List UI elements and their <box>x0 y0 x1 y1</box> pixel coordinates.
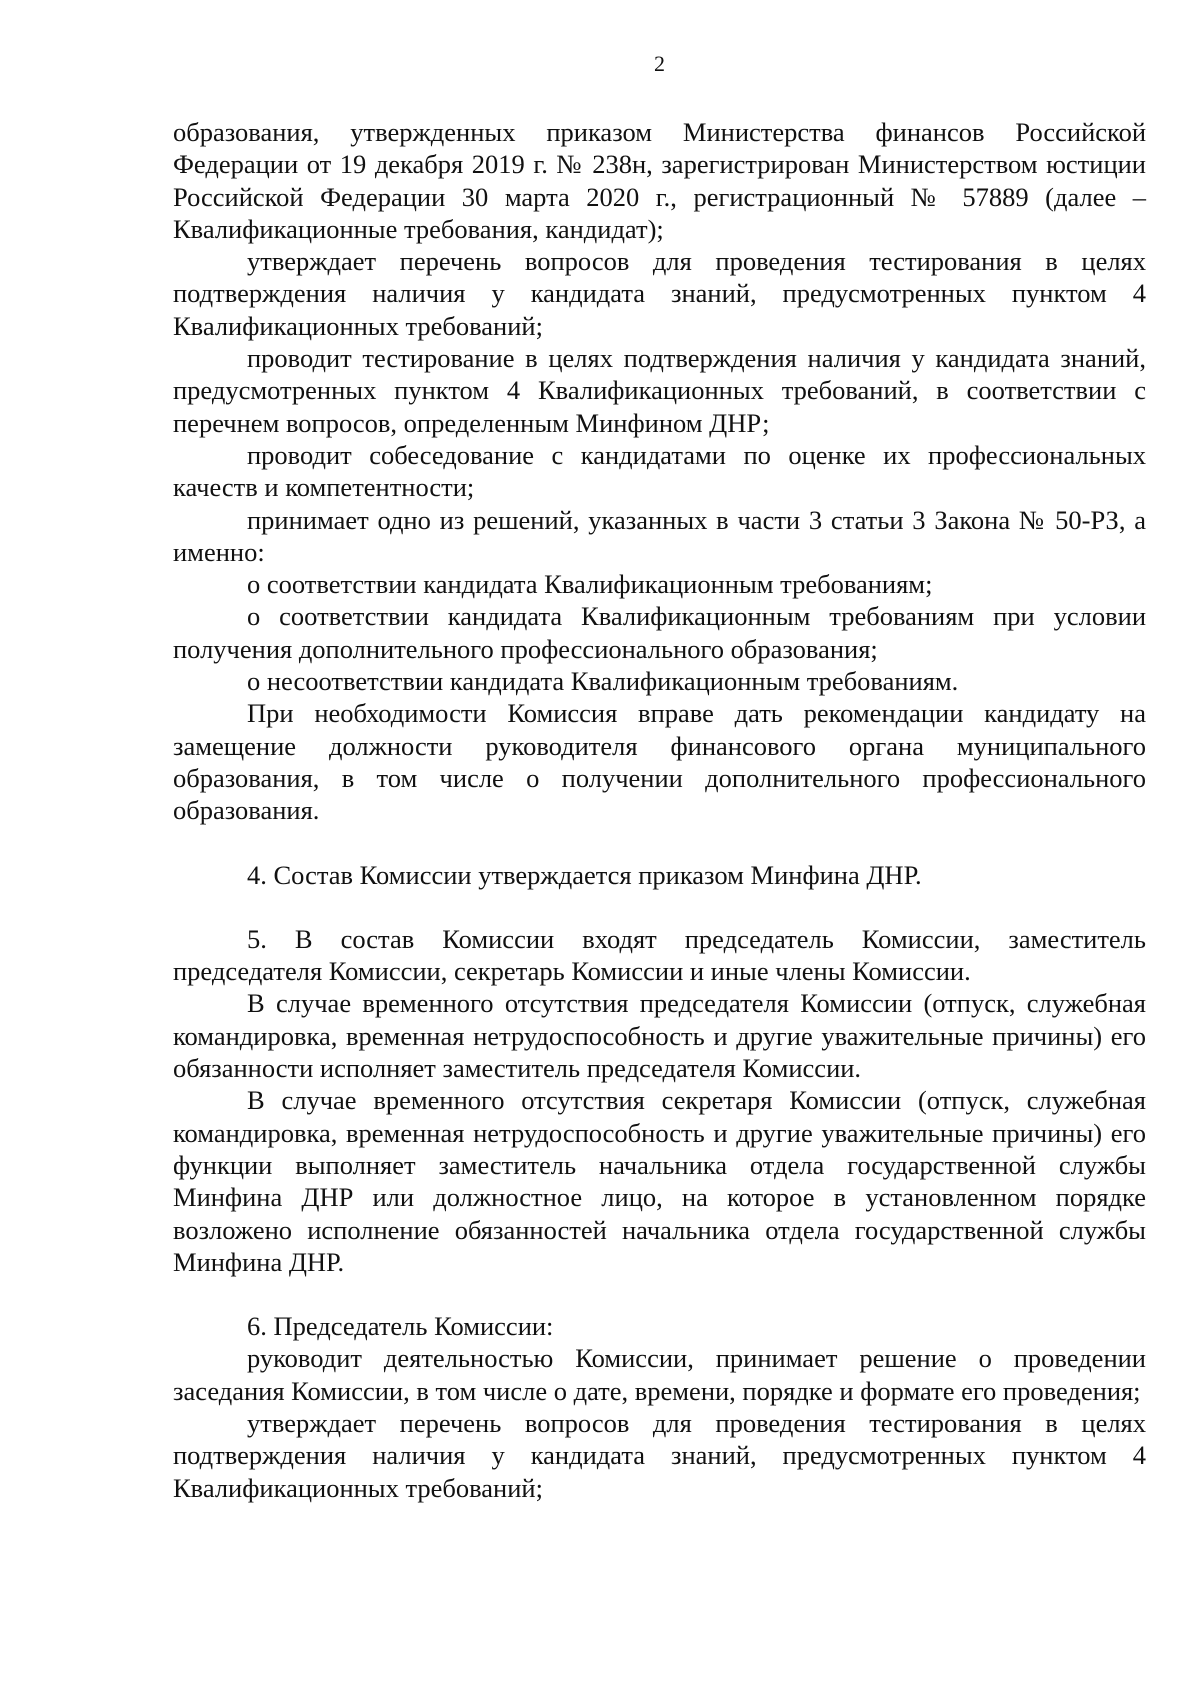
document-body <box>173 116 1146 1504</box>
paragraph-secretary-absence: В случае временного отсутствия секретаря Комиссии (отпуск, служебная командировка, временная нетрудоспособность и другие уважительные причины) его функции выполняет заместитель начальника отдела государственной службы Минфина ДНР или должностное лицо, на которое в установленном порядке возложено исполнение обязанностей начальника отдела государственной службы Минфина ДНР. <box>173 1085 1146 1277</box>
paragraph-approves-questions: утверждает перечень вопросов для проведения тестирования в целях подтверждения наличия у кандидата знаний, предусмотренных пунктом 4 Квалификационных требований; <box>173 246 1146 341</box>
paragraph-qualification-requirements: образования, утвержденных приказом Министерства финансов Российской Федерации от 19 декабря 2019 г. № 238н, зарегистрирован Министерством юстиции Российской Федерации 30 марта 2020 г., регистрационный № 57889 (далее – Квалификационные требования, кандидат); <box>173 117 1146 244</box>
paragraph-chair-absence: В случае временного отсутствия председателя Комиссии (отпуск, служебная командировка, временная нетрудоспособность и другие уважительные причины) его обязанности исполняет заместитель председателя Комиссии. <box>173 988 1146 1084</box>
document-page <box>173 0 1146 1697</box>
paragraph-conducts-testing: проводит тестирование в целях подтверждения наличия у кандидата знаний, предусмотренных пунктом 4 Квалификационных требований, в соответствии с перечнем вопросов, определенным Минфином ДНР; <box>173 343 1146 438</box>
page-number: 2 <box>654 51 665 76</box>
paragraph-chair-manages: руководит деятельностью Комиссии, принимает решение о проведении заседания Комиссии, в том числе о дате, времени, порядке и формате его проведения; <box>173 1343 1146 1406</box>
paragraph-decision-conditional: о соответствии кандидата Квалификационным требованиям при условии получения дополнительного профессионального образования; <box>173 601 1146 664</box>
paragraph-conducts-interview: проводит собеседование с кандидатами по оценке их профессиональных качеств и компетентности; <box>173 439 1146 503</box>
paragraph-recommendations: При необходимости Комиссия вправе дать рекомендации кандидату на замещение должности руководителя финансового органа муниципального образования, в том числе о получении дополнительного профессионального образования. <box>173 698 1146 826</box>
section-5-members: 5. В состав Комиссии входят председатель Комиссии, заместитель председателя Комиссии, секретарь Комиссии и иные члены Комиссии. <box>173 923 1146 987</box>
paragraph-makes-decision: принимает одно из решений, указанных в части 3 статьи 3 Закона № 50-РЗ, а именно: <box>173 504 1146 567</box>
section-6-chairman: 6. Председатель Комиссии: <box>247 1311 554 1342</box>
paragraph-decision-compliance: о соответствии кандидата Квалификационным требованиям; <box>247 569 933 600</box>
section-4-composition: 4. Состав Комиссии утверждается приказом Минфина ДНР. <box>247 859 922 890</box>
paragraph-chair-approves-questions: утверждает перечень вопросов для проведения тестирования в целях подтверждения наличия у кандидата знаний, предусмотренных пунктом 4 Квалификационных требований; <box>173 1407 1146 1503</box>
paragraph-decision-noncompliance: о несоответствии кандидата Квалификационным требованиям. <box>247 666 959 697</box>
